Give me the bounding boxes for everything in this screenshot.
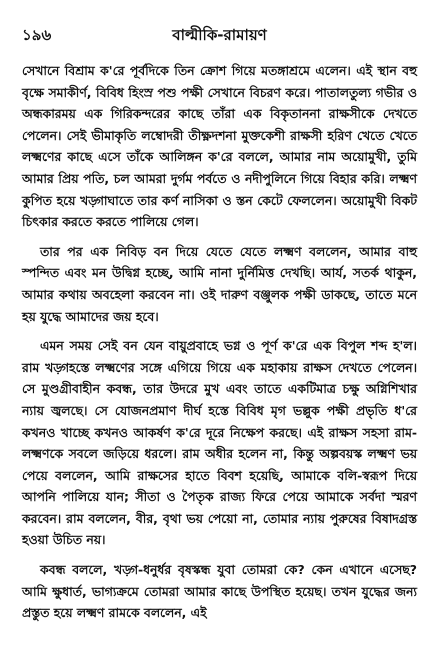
page-header — [22, 22, 417, 48]
paragraph-4: কবন্ধ বললে, খড়্গ-ধনুর্ধর বৃষস্কন্ধ যুবা তোমরা কে? কেন এখানে এসেছ? আমি ক্ষুধার্ত, ভাগ্যক্রমে তোমরা আমার কাছে উপস্থিত হয়েছ। তখন যুদ্ধের জন্য প্রস্তুত হয়ে লক্ষ্মণ রামকে বললেন, এই — [22, 562, 417, 621]
running-title: বাল্মীকি-রামায়ণ — [172, 26, 267, 44]
paragraph-3: এমন সময় সেই বন যেন বায়ুপ্রবাহে ভগ্ন ও পূর্ণ ক'রে এক বিপুল শব্দ হ'ল। রাম খড়্গহস্তে লক্ষ্মণের সঙ্গে এগিয়ে গিয়ে এক মহাকায় রাক্ষস দেখতে পেলেন। সে মুণ্ডগ্রীবাহীন কবন্ধ, তার উদরে মুখ এবং তাতে একটিমাত্র চক্ষু অগ্নিশিখার ন্যায় জ্বলছে। সে যোজনপ্রমাণ দীর্ঘ হস্তে বিবিধ মৃগ ভল্লুক পক্ষী প্রভৃতি ধ'রে কখনও খাচ্ছে কখনও আকর্ষণ ক'রে দূরে নিক্ষেপ করছে। এই রাক্ষস সহসা রাম-লক্ষ্মণকে সবলে জড়িয়ে ধরলে। রাম অধীর হলেন না, কিন্তু অল্পবয়স্ক লক্ষ্মণ ভয় পেয়ে বললেন, আমি রাক্ষসের হাতে বিবশ হয়েছি, আমাকে বলি-স্বরূপ দিয়ে আপনি পালিয়ে যান; সীতা ও পৈতৃক রাজ্য ফিরে পেয়ে আমাকে সর্বদা স্মরণ করবেন। রাম বললেন, বীর, বৃথা ভয় পেয়ো না, তোমার ন্যায় পুরুষের বিষাদগ্রস্ত হওয়া উচিত নয়। — [22, 338, 417, 548]
page-number: ১৯৬ — [22, 26, 52, 44]
paragraph-2: তার পর এক নিবিড় বন দিয়ে যেতে যেতে লক্ষ্মণ বললেন, আমার বাহু স্পন্দিত এবং মন উদ্বিগ্ন হচ্ছে, আমি নানা দুর্নিমিত্ত দেখছি। আর্য, সতর্ক থাকুন, আমার কথায় অবহেলা করবেন না। ওই দারুণ বঞ্জুলক পক্ষী ডাকছে, তাতে মনে হয় যুদ্ধে আমাদের জয় হবে। — [22, 243, 417, 324]
paragraph-1: সেখানে বিশ্রাম ক'রে পূর্বদিকে তিন ক্রোশ গিয়ে মতঙ্গাশ্রমে এলেন। এই স্থান বহু বৃক্ষে সমাকীর্ণ, বিবিধ হিংস্র পশু পক্ষী সেখানে বিচরণ করে। পাতালতুল্য গভীর ও অন্ধকারময় এক গিরিকন্দরের কাছে তাঁরা এক বিকৃতাননা রাক্ষসীকে দেখতে পেলেন। সেই ভীমাকৃতি লম্বোদরী তীক্ষ্ণদশনা মুক্তকেশী রাক্ষসী হরিণ খেতে খেতে লক্ষ্মণের কাছে এসে তাঁকে আলিঙ্গন ক'রে বললে, আমার নাম অয়োমুখী, তুমি আমার প্রিয় পতি, চল আমরা দুর্গম পর্বতে ও নদীপুলিনে গিয়ে বিহার করি। লক্ষ্মণ কুপিত হয়ে খড়্গাঘাতে তার কর্ণ নাসিকা ও স্তন কেটে ফেললেন। অয়োমুখী বিকট চিৎকার করতে করতে পালিয়ে গেল। — [22, 63, 417, 230]
